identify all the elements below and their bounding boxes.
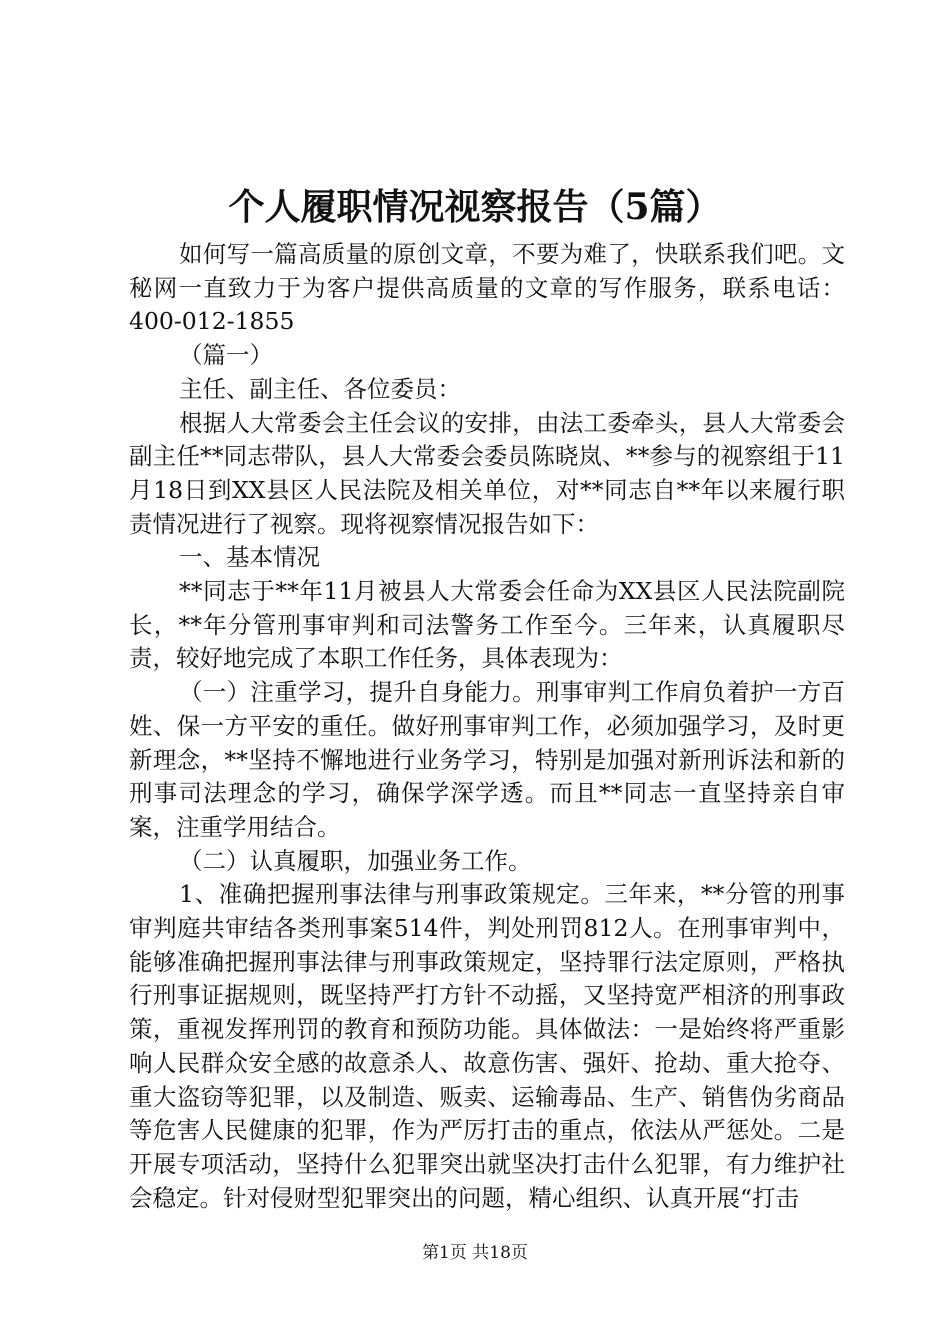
paragraph-salutation: 主任、副主任、各位委员：: [179, 374, 461, 403]
paragraph-section-label: （篇一）: [179, 341, 273, 370]
page-footer: 第1页 共18页: [422, 1243, 528, 1263]
paragraph-background: 根据人大常委会主任会议的安排，由法工委牵头，县人大常委会副主任**同志带队，县人大常委会委员陈晓岚、**参与的视察组于11月18日到XX县区人民法院及相关单位，对**同志自**年以来履行职责情况进行了视察。现将视察情况报告如下：: [129, 408, 845, 538]
document-body: [129, 238, 845, 1215]
paragraph-intro: 如何写一篇高质量的原创文章，不要为难了，快联系我们吧。文秘网一直致力于为客户提供高质量的文章的写作服务，联系电话：400-012-1855: [129, 240, 845, 336]
heading-duties: （二）认真履职，加强业务工作。: [179, 846, 532, 875]
paragraph-criminal-law: 1、准确把握刑事法律与刑事政策规定。三年来，**分管的刑事审判庭共审结各类刑事案514件，判处刑罚812人。在刑事审判中，能够准确把握刑事法律与刑事政策规定，坚持罪行法定原则，严格执行刑事证据规则，既坚持严打方针不动摇，又坚持宽严相济的刑事政策，重视发挥刑罚的教育和预防功能。具体做法：一是始终将严重影响人民群众安全感的故意杀人、故意伤害、强奸、抢劫、重大抢夺、重大盗窃等犯罪，以及制造、贩卖、运输毒品、生产、销售伪劣商品等危害人民健康的犯罪，作为严厉打击的重点，依法从严惩处。二是开展专项活动，坚持什么犯罪突出就坚决打击什么犯罪，有力维护社会稳定。针对侵财型犯罪突出的问题，精心组织、认真开展“打击: [129, 880, 845, 1212]
paragraph-study: （一）注重学习，提升自身能力。刑事审判工作肩负着护一方百姓、保一方平安的重任。做好刑事审判工作，必须加强学习，及时更新理念，**坚持不懈地进行业务学习，特别是加强对新刑诉法和新的刑事司法理念的学习，确保学深学透。而且**同志一直坚持亲自审案，注重学用结合。: [129, 678, 845, 841]
paragraph-appointment: **同志于**年11月被县人大常委会任命为XX县区人民法院副院长，**年分管刑事审判和司法警务工作至今。三年来，认真履职尽责，较好地完成了本职工作任务，具体表现为：: [129, 577, 845, 673]
document-title: 个人履职情况视察报告（5篇）: [228, 186, 722, 228]
heading-basic-situation: 一、基本情况: [179, 543, 320, 572]
